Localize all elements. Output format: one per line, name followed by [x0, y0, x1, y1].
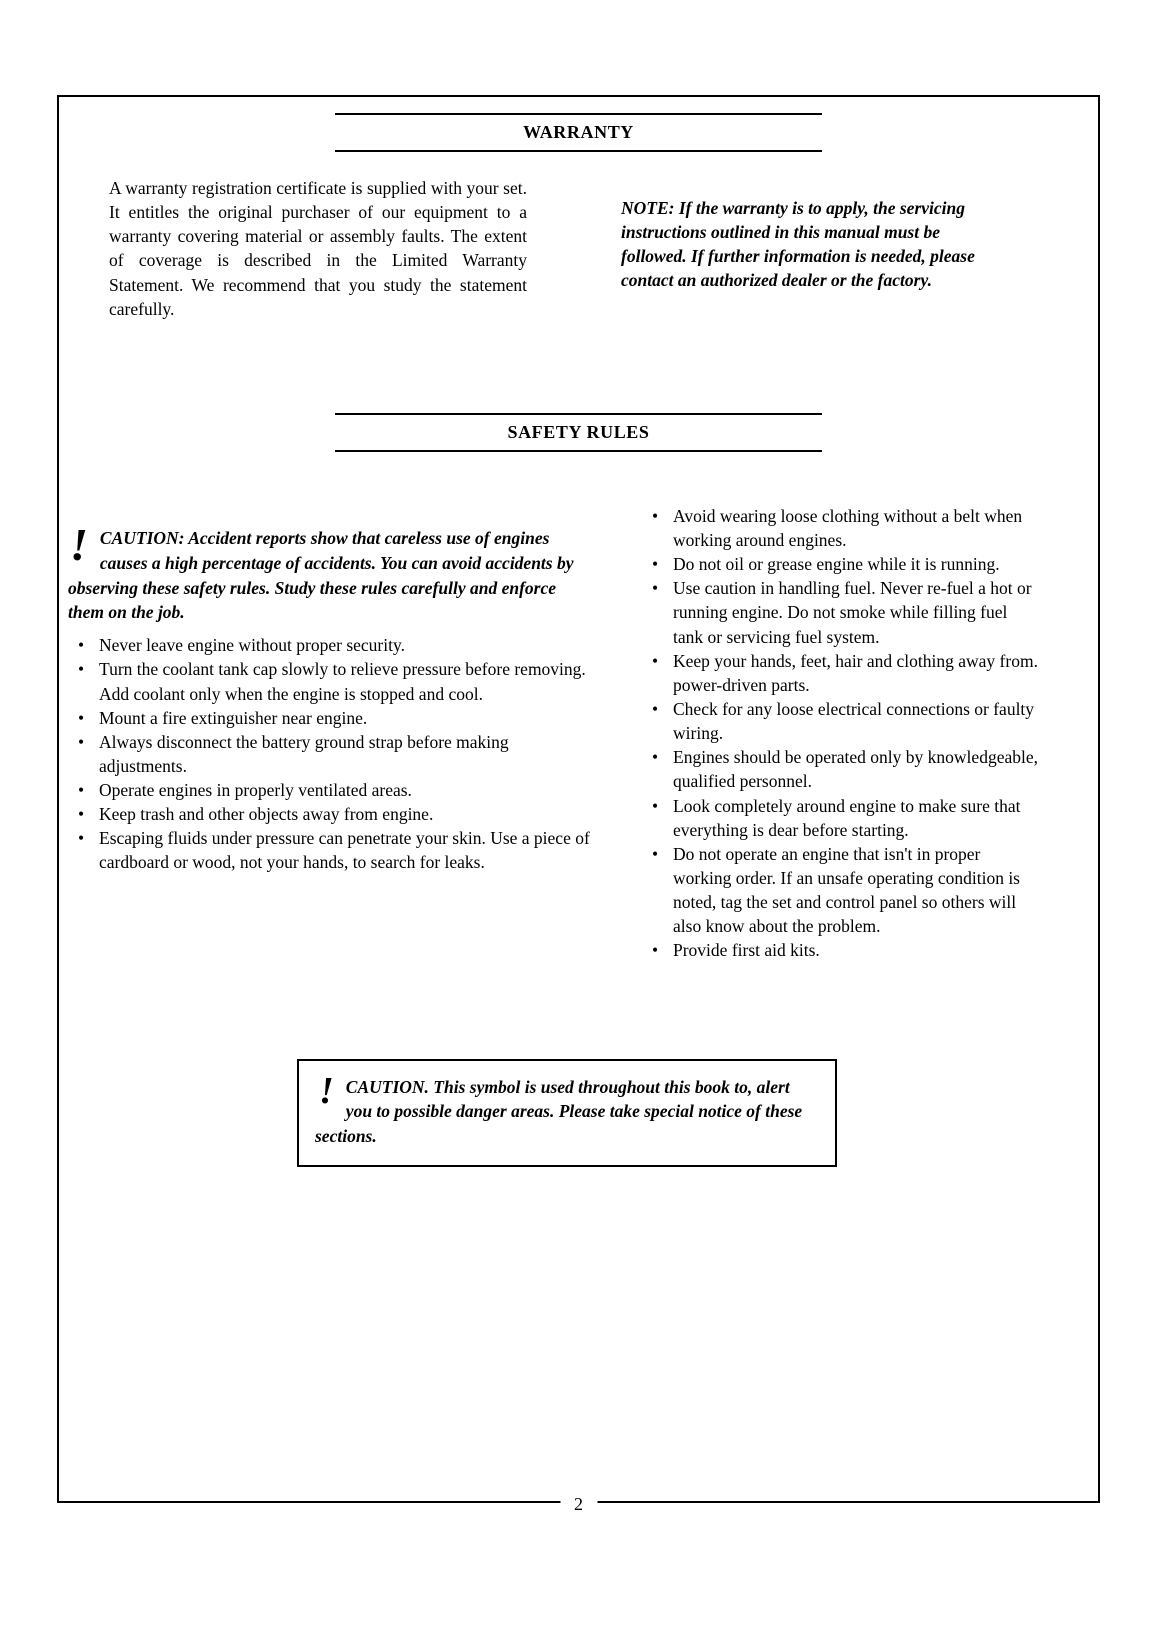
safety-left-column — [68, 504, 596, 963]
warranty-title: WARRANTY — [523, 122, 634, 142]
caution-box-text: CAUTION. This symbol is used throughout this book to, alert you to possible danger areas. Please take special notice of these sections. — [315, 1076, 803, 1147]
safety-right-bullet-list — [642, 504, 1040, 963]
list-item: • Always disconnect the battery ground strap before making adjustments. — [68, 730, 596, 778]
caution-text: CAUTION: Accident reports show that careless use of engines causes a high percentage of accidents. You can avoid accidents by observing these safety rules. Study these rules carefully and enforce them on the job. — [68, 527, 574, 623]
list-item: • Do not oil or grease engine while it is running. — [642, 552, 1040, 576]
list-item: • Use caution in handling fuel. Never re-fuel a hot or running engine. Do not smoke while filling fuel tank or servicing fuel system. — [642, 576, 1040, 648]
list-item: • Provide first aid kits. — [642, 938, 1040, 962]
safety-rules-section — [59, 504, 1098, 963]
safety-rules-title: SAFETY RULES — [507, 421, 650, 442]
safety-rules-heading — [335, 413, 822, 452]
exclamation-icon: ! — [70, 518, 88, 570]
warranty-body-paragraph: A warranty registration certificate is supplied with your set. It entitles the original purchaser of our equipment to a warranty covering material or assembly faults. The extent of coverage is described in the Limited Warranty Statement. We recommend that you study the statement carefully. — [109, 178, 527, 319]
list-item: • Engines should be operated only by knowledgeable, qualified personnel. — [642, 745, 1040, 793]
list-item: • Avoid wearing loose clothing without a belt when working around engines. — [642, 504, 1040, 552]
list-item: • Keep trash and other objects away from engine. — [68, 802, 596, 826]
safety-left-bullet-list — [68, 633, 596, 874]
warranty-note-paragraph: NOTE: If the warranty is to apply, the servicing instructions outlined in this manual must be followed. If further information is needed, please contact an authorized dealer or the factory. — [621, 198, 975, 291]
list-item: • Check for any loose electrical connections or faulty wiring. — [642, 697, 1040, 745]
list-item: • Turn the coolant tank cap slowly to relieve pressure before removing. Add coolant only when the engine is stopped and cool. — [68, 657, 596, 705]
caution-box — [297, 1059, 837, 1168]
page-number: 2 — [560, 1494, 597, 1515]
warranty-heading — [335, 113, 822, 152]
caution-paragraph — [68, 518, 596, 625]
list-item: • Mount a fire extinguisher near engine. — [68, 706, 596, 730]
list-item: • Look completely around engine to make sure that everything is dear before starting. — [642, 794, 1040, 842]
safety-right-column — [642, 504, 1040, 963]
list-item: • Escaping fluids under pressure can penetrate your skin. Use a piece of cardboard or wood, not your hands, to search for leaks. — [68, 826, 596, 874]
exclamation-icon: ! — [319, 1069, 334, 1112]
list-item: • Never leave engine without proper security. — [68, 633, 596, 657]
list-item: • Operate engines in properly ventilated areas. — [68, 778, 596, 802]
list-item: • Keep your hands, feet, hair and clothing away from. power-driven parts. — [642, 649, 1040, 697]
warranty-section — [59, 176, 1098, 321]
page-border — [57, 95, 1100, 1514]
list-item: • Do not operate an engine that isn't in proper working order. If an unsafe operating condition is noted, tag the set and control panel so others will also know about the problem. — [642, 842, 1040, 939]
